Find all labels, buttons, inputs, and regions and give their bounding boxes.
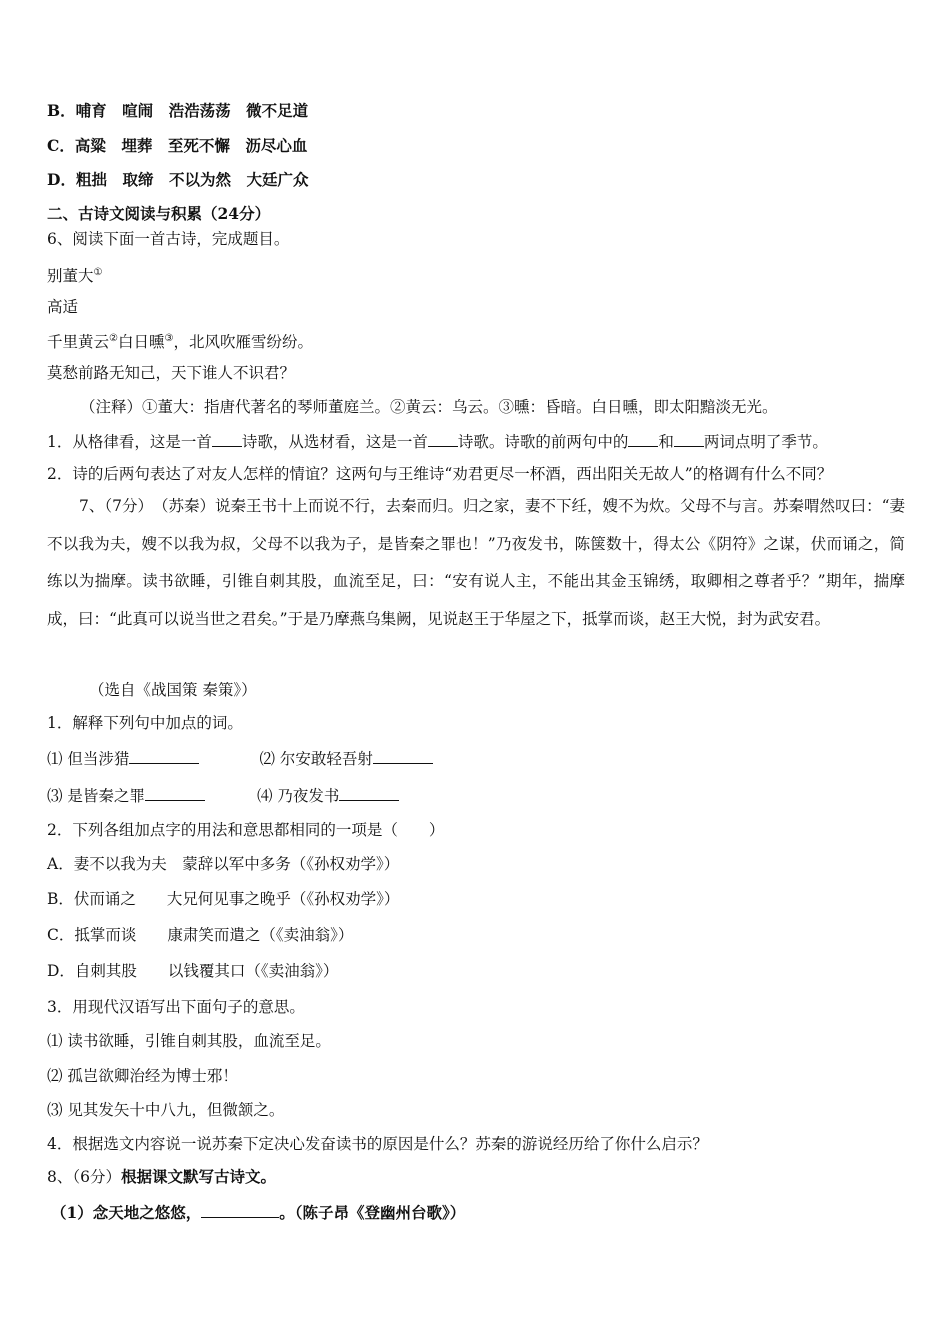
poem-title-text: 别董大 xyxy=(47,267,94,286)
option-d: D．粗拙 取缔 不以为然 大廷广众 xyxy=(47,170,309,189)
footnote-mark: ③ xyxy=(164,333,174,344)
poem-author: 高适 xyxy=(47,298,79,316)
q6-q1-text: 诗歌，从选材看，这是一首 xyxy=(241,433,428,451)
q7-word-item: ⑴ 但当涉猎 xyxy=(47,750,130,768)
q7-word-item: ⑷ 乃夜发书 xyxy=(256,787,340,805)
q7-word-row-2 xyxy=(47,784,399,806)
answer-blank[interactable] xyxy=(145,784,205,801)
q7-sub-3: 3．用现代汉语写出下面句子的意思。 xyxy=(47,998,305,1016)
poem-line-1 xyxy=(47,329,313,352)
answer-blank[interactable] xyxy=(339,784,399,801)
q7-passage: 7、（7分） （苏秦）说秦王书十上而说不行，去秦而归。归之家，妻不下纴，嫂不为炊。父母不与言。苏秦喟然叹曰：“妻不以我为夫，嫂不以我为叔，父母不以我为子，是皆秦之罪也！”乃夜发书，陈箧数十，得太公《阴符》之谋，伏而诵之，简练以为揣摩。读书欲睡，引锥自刺其股，血流至足，曰：“安有说人主，不能出其金玉锦绣，取卿相之尊者乎？”期年，揣摩成，曰：“此真可以说当世之君矣。”于是乃摩燕乌集阙，见说赵王于华屋之下，抵掌而谈，赵王大悦，封为武安君。 xyxy=(47,497,905,628)
q8-heading xyxy=(47,1167,276,1187)
q7-translate-2: ⑵ 孤岂欲卿治经为博士邪！ xyxy=(47,1067,238,1085)
poem-note: （注释）①董大：指唐代著名的琴师董庭兰。②黄云：乌云。③曛：昏暗。白日曛，即太阳黯淡无光。 xyxy=(80,398,778,416)
answer-blank[interactable] xyxy=(129,747,199,764)
q7-translate-1: ⑴ 读书欲睡，引锥自刺其股，血流至足。 xyxy=(47,1032,331,1050)
q6-q1-text: 诗歌。诗歌的前两句中的 xyxy=(457,433,629,451)
answer-blank[interactable] xyxy=(428,430,458,447)
q7-option-a: A．妻不以我为夫 蒙辞以军中多务（《孙权劝学》） xyxy=(47,855,400,873)
q8-line-text: （1）念天地之悠悠， xyxy=(51,1203,202,1222)
q6-q1-text: 1．从格律看，这是一首 xyxy=(47,433,212,451)
q7-source: （选自《战国策 秦策》） xyxy=(89,681,257,699)
q7-translate-3: ⑶ 见其发矢十中八九，但微颔之。 xyxy=(47,1101,285,1119)
option-b: B．哺育 喧闹 浩浩荡荡 微不足道 xyxy=(47,101,309,120)
q7-sub-2: 2．下列各组加点字的用法和意思都相同的一项是（ ） xyxy=(47,821,445,839)
answer-blank[interactable] xyxy=(373,747,433,764)
q7-word-item: ⑶ 是皆秦之罪 xyxy=(47,787,145,805)
q7-sub-1: 1．解释下列句中加点的词。 xyxy=(47,714,243,732)
q8-line-text: 。（陈子昂《登幽州台歌》） xyxy=(279,1203,466,1222)
poem-line-1-part: 千里黄云 xyxy=(47,333,110,352)
q7-option-d: D．自刺其股 以钱覆其口（《卖油翁》） xyxy=(47,962,339,980)
option-c: C．高粱 埋葬 至死不懈 沥尽心血 xyxy=(47,136,308,155)
q6-q1-text: 两词点明了季节。 xyxy=(703,433,828,451)
poem-line-1-part: 白日曛 xyxy=(117,333,165,352)
q6-q1-text: 和 xyxy=(658,433,674,451)
footnote-mark: ② xyxy=(109,333,118,344)
poem-line-1-part: ，北风吹雁雪纷纷。 xyxy=(173,333,313,352)
q7-option-b: B．伏而诵之 大兄何见事之晚乎（《孙权劝学》） xyxy=(47,890,400,908)
q7-option-c: C．抵掌而谈 康肃笑而遣之（《卖油翁》） xyxy=(47,926,354,944)
section-heading: 二、古诗文阅读与积累（24分） xyxy=(47,204,271,223)
q7-word-row-1 xyxy=(47,747,433,769)
q8-line-1 xyxy=(51,1201,465,1223)
q6-question-2: 2．诗的后两句表达了对友人怎样的情谊？这两句与王维诗“劝君更尽一杯酒，西出阳关无故人”的格调有什么不同？ xyxy=(47,465,833,483)
q8-heading-text: 根据课文默写古诗文。 xyxy=(120,1167,276,1186)
q6-question-1 xyxy=(47,430,828,452)
poem-title xyxy=(47,263,102,286)
answer-blank[interactable] xyxy=(674,430,704,447)
q6-intro: 6、阅读下面一首古诗，完成题目。 xyxy=(47,230,290,248)
q7-word-item: ⑵ 尔安敢轻吾射 xyxy=(259,750,373,768)
q7-sub-4: 4．根据选文内容说一说苏秦下定决心发奋读书的原因是什么？苏秦的游说经历给了你什么启示？ xyxy=(47,1135,708,1153)
poem-line-2: 莫愁前路无知己，天下谁人不识君？ xyxy=(47,364,296,382)
q8-heading-number: 8、（6分） xyxy=(47,1168,121,1186)
answer-blank[interactable] xyxy=(212,430,242,447)
footnote-mark: ① xyxy=(93,267,103,278)
answer-blank[interactable] xyxy=(628,430,658,447)
answer-blank[interactable] xyxy=(201,1201,279,1218)
